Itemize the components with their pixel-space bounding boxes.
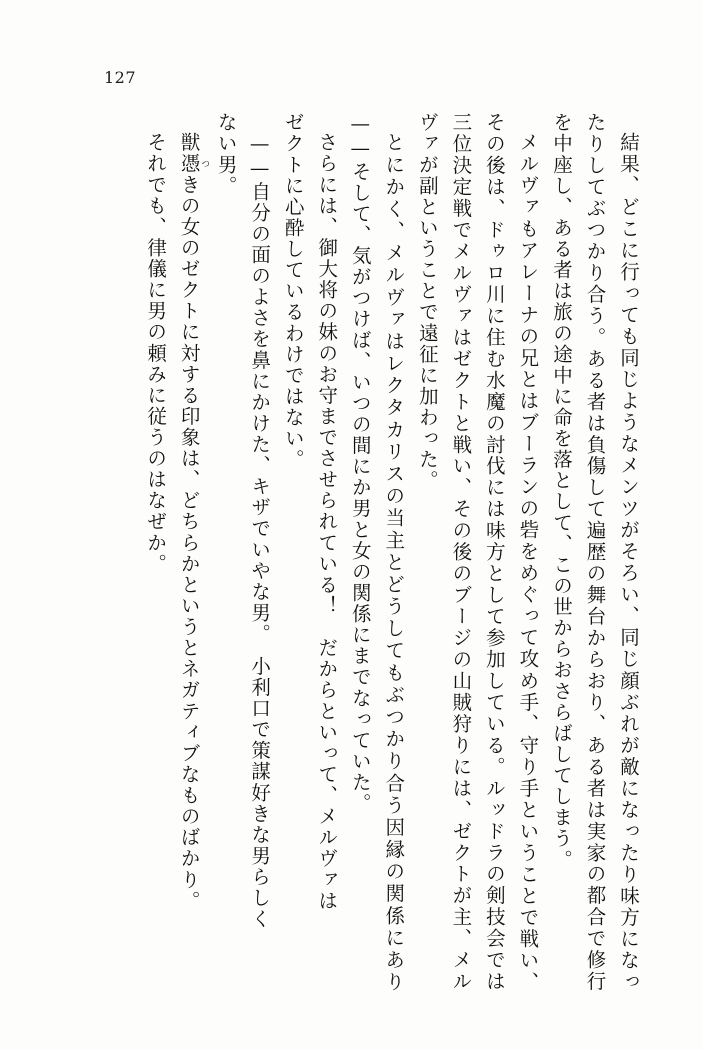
ruby-text: つ <box>199 152 210 174</box>
ruby-annotation <box>177 152 210 174</box>
paragraph: 結果、どこに行っても同じようなメンツがそろい、同じ顔ぶれが敵になったり味方になったりしてぶつかり合う。ある者は負傷して遍歴の舞台からおり、ある者は実家の都合で修行を中座し、ある者は旅の途中に命を落として、この世からおさらばしてしまう。 <box>549 112 640 992</box>
paragraph: それでも、律儀に男の頼みに従うのはなぜか。 <box>144 131 168 574</box>
ruby-base: 憑 <box>177 152 201 174</box>
ruby-paragraph-after: きの女のゼクトに対する印象は、どちらかというとネガティブなものばかり。 <box>177 173 201 911</box>
ruby-paragraph-before: 獣 <box>177 131 201 153</box>
page-body-text <box>67 112 645 992</box>
paragraph-with-ruby <box>172 112 209 992</box>
paragraph: ——自分の面のよさを鼻にかけた、キザでいやな男。 小利口で策謀好きな男らしく <box>248 131 272 930</box>
page-number: 127 <box>104 68 137 87</box>
paragraph: ゼクトに心酔しているわけではない。 <box>281 112 305 471</box>
paragraph: さらには、御大将の妹のお守までさせられている！ だからといって、メルヴァは <box>315 131 339 911</box>
paragraph: メルヴァもアレーナの兄とはブーランの砦をめぐって攻め手、守り手ということで戦い、その後は、ドゥロ川に住む水魔の討伐には味方として参加している。ルッドラの剣技会では三位決定戦でメルヴァはゼクトと戦い、その後のブージの山賊狩りには、ゼクトが主、メルヴァが副ということで遠征に加わった。 <box>415 112 540 992</box>
paragraph: とにかく、メルヴァはレクタカリスの当主とどうしてもぶつかり合う因縁の関係にあり——そして、気がつけば、いつの間にか男と女の関係にまでなっていた。 <box>348 112 406 992</box>
paragraph: ない男。 <box>214 112 238 197</box>
